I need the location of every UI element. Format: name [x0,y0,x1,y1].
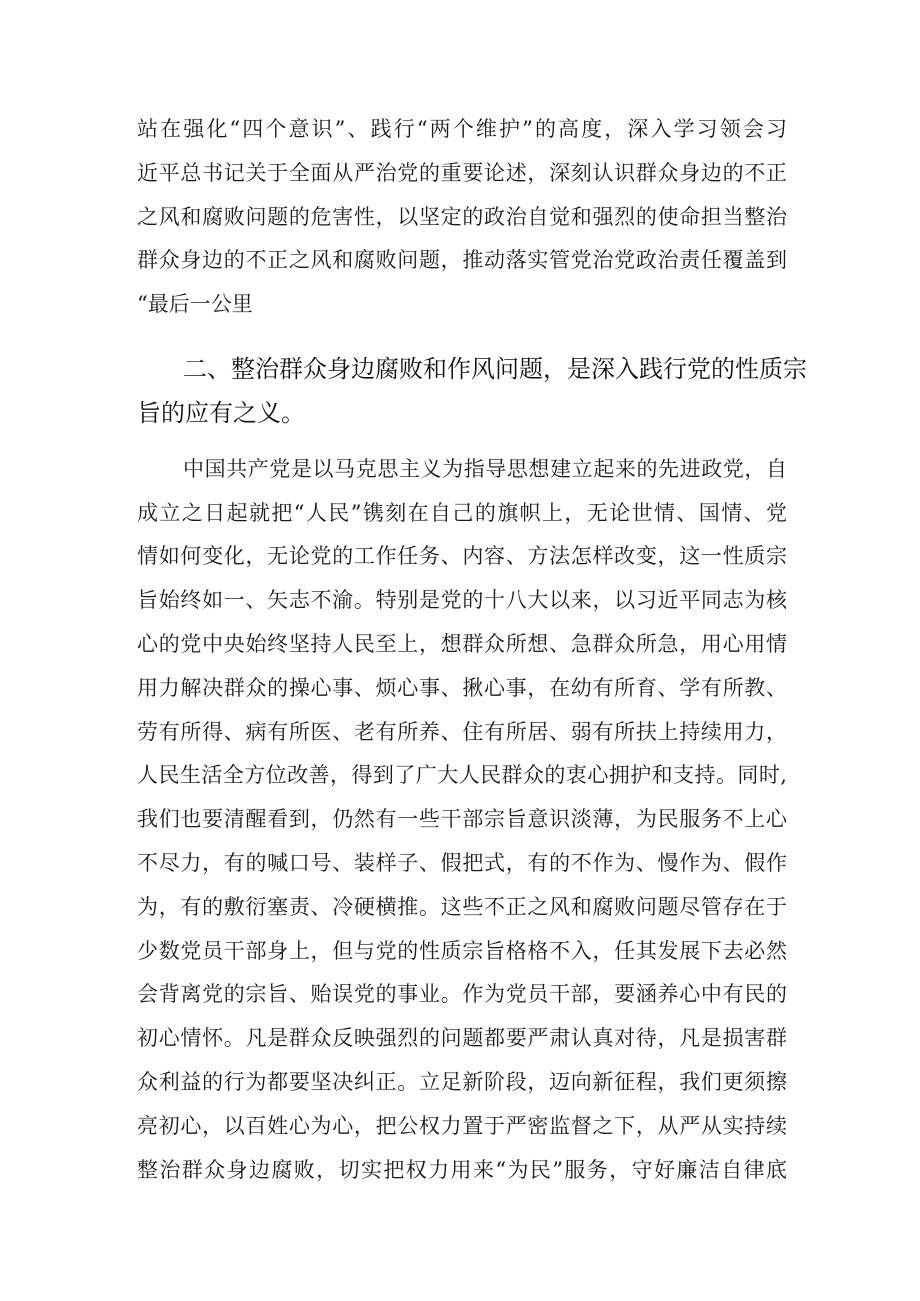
paragraph-2-line: 心的党中央始终坚持人民至上，想群众所想、急群众所急，用心用情 [137,632,787,656]
paragraph-1-line: 群众身边的不正之风和腐败问题，推动落实管党治党政治责任覆盖到 [137,248,787,272]
paragraph-2-line: 为，有的敷衍塞责、冷硬横推。这些不正之风和腐败问题尽管存在于 [137,895,787,919]
paragraph-2-line: 亮初心，以百姓心为心，把公权力置于严密监督之下，从严从实持续 [137,1114,787,1138]
paragraph-2-line: 中国共产党是以马克思主义为指导思想建立起来的先进政党，自 [183,457,787,481]
paragraph-2-line: 初心情怀。凡是群众反映强烈的问题都要严肃认真对待，凡是损害群 [137,1026,787,1050]
paragraph-2-line: 成立之日起就把“人民”镌刻在自己的旗帜上，无论世情、国情、党 [137,501,787,525]
section-heading-line: 旨的应有之义。 [137,399,305,427]
paragraph-2-line: 劳有所得、病有所医、老有所养、住有所居、弱有所扶上持续用力， [137,720,787,744]
paragraph-1-line: 站在强化“四个意识”、践行“两个维护”的高度，深入学习领会习 [137,117,787,141]
paragraph-2-line: 人民生活全方位改善，得到了广大人民群众的衷心拥护和支持。同时, [137,763,787,787]
paragraph-1-line: 近平总书记关于全面从严治党的重要论述，深刻认识群众身边的不正 [137,161,787,185]
paragraph-1-line: 之风和腐败问题的危害性，以坚定的政治自觉和强烈的使命担当整治 [137,205,787,229]
paragraph-2-line: 我们也要清醒看到，仍然有一些干部宗旨意识淡薄，为民服务不上心 [137,807,787,831]
paragraph-2-line: 会背离党的宗旨、贻误党的事业。作为党员干部，要涵养心中有民的 [137,982,787,1006]
section-heading-line: 二、整治群众身边腐败和作风问题，是深入践行党的性质宗 [183,355,807,383]
paragraph-2-line: 旨始终如一、矢志不渝。特别是党的十八大以来，以习近平同志为核 [137,588,787,612]
paragraph-2-line: 众利益的行为都要坚决纠正。立足新阶段，迈向新征程，我们更须擦 [137,1070,787,1094]
paragraph-2-line: 少数党员干部身上，但与党的性质宗旨格格不入，任其发展下去必然 [137,939,787,963]
paragraph-1-line: “最后一公里 [137,292,253,316]
paragraph-2-line: 整治群众身边腐败，切实把权力用来“为民”服务，守好廉洁自律底 [137,1158,787,1182]
paragraph-2-line: 用力解决群众的操心事、烦心事、揪心事，在幼有所育、学有所教、 [137,676,787,700]
paragraph-2-line: 情如何变化，无论党的工作任务、内容、方法怎样改变，这一性质宗 [137,544,787,568]
paragraph-2-line: 不尽力，有的喊口号、装样子、假把式，有的不作为、慢作为、假作 [137,851,787,875]
